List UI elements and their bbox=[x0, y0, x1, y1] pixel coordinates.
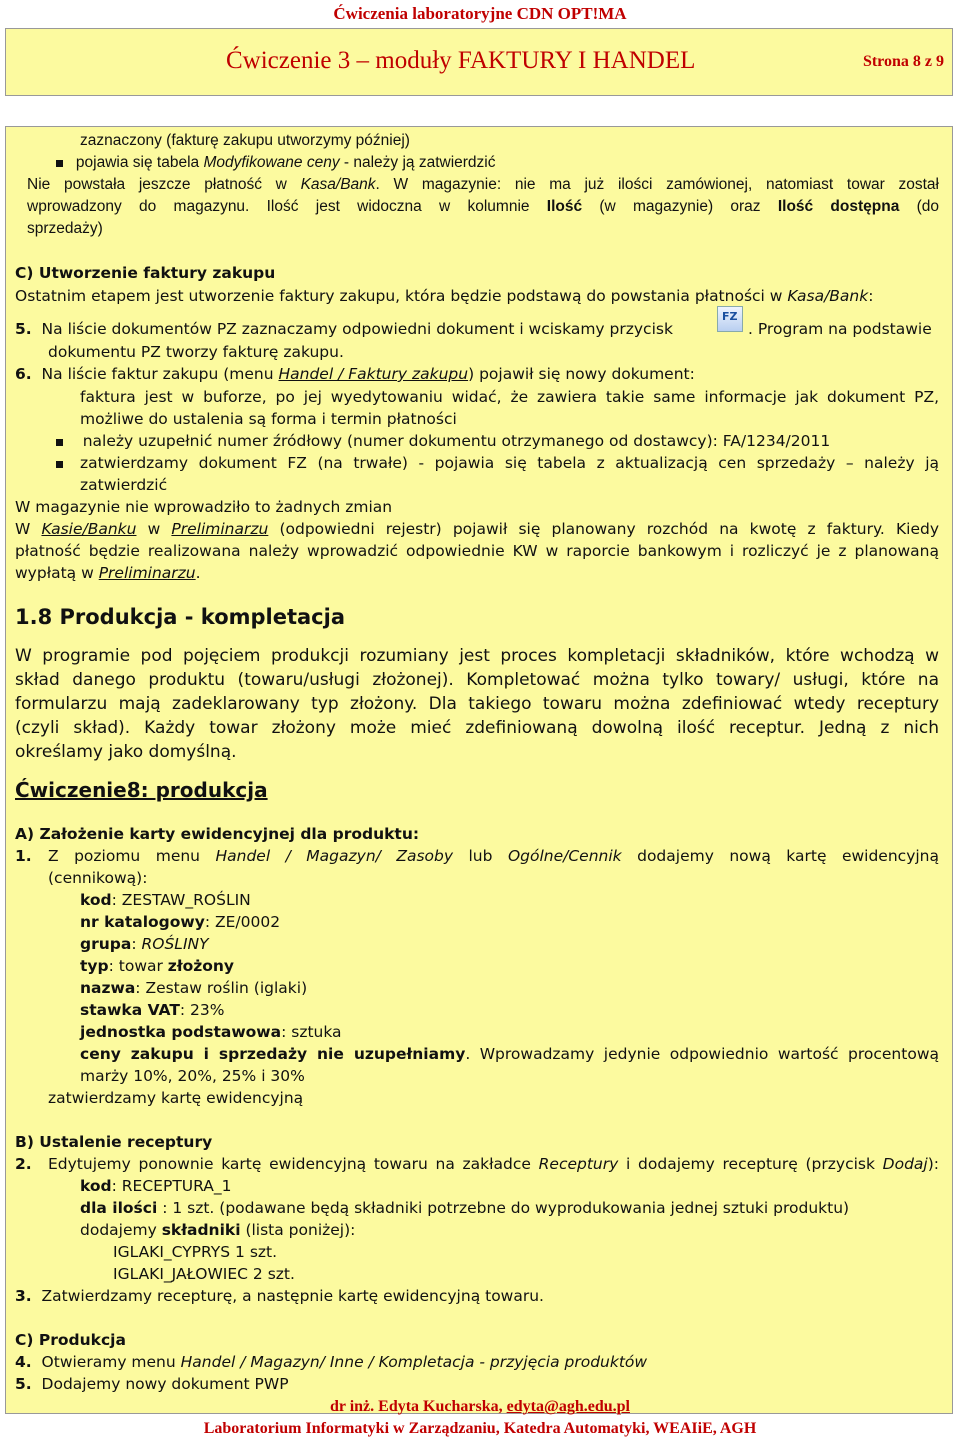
field: nr katalogowy: ZE/0002 bbox=[80, 913, 281, 931]
field: kod: ZESTAW_ROŚLIN bbox=[80, 891, 251, 909]
line: płatność będzie realizowana należy wprowadzić odpowiednie KW w raporcie bankowym i rozliczyć je z planowaną bbox=[15, 542, 939, 560]
list-item: 5. Dodajemy nowy dokument PWP bbox=[15, 1375, 289, 1393]
page-title: Ćwiczenie 3 – moduły FAKTURY I HANDEL bbox=[226, 47, 696, 74]
section-heading: C) Produkcja bbox=[15, 1331, 126, 1349]
list-item: 2. bbox=[15, 1155, 32, 1173]
line: zaznaczony (fakturę zakupu utworzymy później) bbox=[80, 132, 410, 149]
header-box bbox=[5, 28, 953, 96]
line: wypłatą w Preliminarzu. bbox=[15, 564, 201, 582]
line: skład danego produktu (towaru/usługi złożonej). Kompletować można tylko towary/ usługi, które na bbox=[15, 670, 939, 690]
bullet-icon bbox=[56, 160, 63, 167]
fz-button-icon[interactable]: FZ bbox=[717, 306, 743, 332]
field: dla ilości : 1 szt. (podawane będą składniki potrzebne do wyprodukowania jednej sztuki produktu) bbox=[80, 1199, 850, 1217]
page-number: Strona 8 z 9 bbox=[862, 53, 944, 70]
bullet-icon bbox=[56, 439, 63, 446]
list-item: należy uzupełnić numer źródłowy (numer dokumentu otrzymanego od dostawcy): FA/1234/2011 bbox=[56, 430, 830, 452]
section-heading: B) Ustalenie receptury bbox=[15, 1133, 213, 1151]
field: kod: RECEPTURA_1 bbox=[80, 1177, 232, 1195]
footer-author: dr inż. Edyta Kucharska, edyta@agh.edu.pl bbox=[330, 1398, 630, 1415]
list-item: 4. Otwieramy menu Handel / Magazyn/ Inne / Kompletacja - przyjęcia produktów bbox=[15, 1353, 648, 1371]
field: grupa: ROŚLINY bbox=[80, 935, 209, 953]
exercise-title: Ćwiczenie8: produkcja bbox=[15, 778, 268, 802]
line: W magazynie nie wprowadziło to żadnych zmian bbox=[15, 498, 393, 516]
line: zatwierdzamy dokument FZ (na trwałe) - pojawia się tabela z aktualizacją cen sprzedaży – należy ją bbox=[80, 454, 939, 472]
list-item: 3. Zatwierdzamy recepturę, a następnie kartę ewidencyjną towaru. bbox=[15, 1287, 544, 1305]
line: Z poziomu menu Handel / Magazyn/ Zasoby lub Ogólne/Cennik dodajemy nową kartę ewidencyjną bbox=[48, 847, 939, 865]
field: jednostka podstawowa: sztuka bbox=[80, 1023, 342, 1041]
header-top: Ćwiczenia laboratoryjne CDN OPT!MA bbox=[333, 4, 627, 23]
line: formularzu mają zadeklarowany typ złożony. Dla takiego towaru można zdefiniować wtedy receptury bbox=[15, 694, 939, 714]
section-title: 1.8 Produkcja - kompletacja bbox=[15, 605, 346, 629]
line: marży 10%, 20%, 25% i 30% bbox=[80, 1067, 305, 1085]
email-link[interactable]: edyta@agh.edu.pl bbox=[506, 1398, 630, 1415]
line: zatwierdzamy kartę ewidencyjną bbox=[48, 1089, 304, 1107]
field: dodajemy składniki (lista poniżej): bbox=[80, 1221, 356, 1239]
field: ceny zakupu i sprzedaży nie uzupełniamy. Wprowadzamy jedynie odpowiednio wartość procentową bbox=[80, 1045, 939, 1063]
field: stawka VAT: 23% bbox=[80, 1001, 225, 1019]
line: zatwierdzić bbox=[80, 476, 168, 494]
line: wprowadzony do magazynu. Ilość jest widoczna w kolumnie Ilość (w magazynie) oraz Ilość dostępna (do bbox=[27, 198, 939, 215]
bullet-icon bbox=[56, 452, 63, 474]
footer-lab: Laboratorium Informatyki w Zarządzaniu, Katedra Automatyki, WEAIiE, AGH bbox=[203, 1420, 757, 1437]
line: sprzedaży) bbox=[27, 220, 103, 237]
line: (cennikową): bbox=[48, 869, 148, 887]
list-item: IGLAKI_JAŁOWIEC 2 szt. bbox=[113, 1265, 295, 1283]
line: W Kasie/Banku w Preliminarzu (odpowiedni rejestr) pojawił się planowany rozchód na kwotę z faktury. Kiedy bbox=[15, 520, 939, 538]
line: określamy jako domyślną. bbox=[15, 742, 237, 762]
list-item: 1. bbox=[15, 847, 32, 865]
section-heading: C) Utworzenie faktury zakupu bbox=[15, 264, 276, 282]
line: Edytujemy ponownie kartę ewidencyjną towaru na zakładce Receptury i dodajemy recepturę (przycisk Dodaj): bbox=[48, 1155, 939, 1173]
list-item: IGLAKI_CYPRYS 1 szt. bbox=[113, 1243, 278, 1261]
line: dokumentu PZ tworzy fakturę zakupu. bbox=[48, 343, 344, 361]
section-heading: A) Założenie karty ewidencyjnej dla produktu: bbox=[15, 825, 420, 843]
field: nazwa: Zestaw roślin (iglaki) bbox=[80, 979, 308, 997]
field: typ: towar złożony bbox=[80, 957, 235, 975]
list-item: 5. Na liście dokumentów PZ zaznaczamy odpowiedni dokument i wciskamy przycisk bbox=[15, 320, 673, 338]
line: pojawia się tabela Modyfikowane ceny - należy ją zatwierdzić bbox=[56, 152, 496, 174]
line: Ostatnim etapem jest utworzenie faktury zakupu, która będzie podstawą do powstania płatności w Kasa/Bank: bbox=[15, 287, 874, 305]
line: Nie powstała jeszcze płatność w Kasa/Bank. W magazynie: nie ma już ilości zamówionej, natomiast towar został bbox=[27, 176, 939, 193]
line: (czyli skład). Każdy towar złożony może mieć zdefiniowaną dowolną ilość receptur. Jedną z nich bbox=[15, 718, 939, 738]
line: . Program na podstawie bbox=[748, 320, 932, 338]
list-item: 6. Na liście faktur zakupu (menu Handel / Faktury zakupu) pojawił się nowy dokument: bbox=[15, 365, 695, 383]
line: możliwe do ustalenia są forma i termin płatności bbox=[80, 410, 457, 428]
line: W programie pod pojęciem produkcji rozumiany jest proces kompletacji składników, które wchodzą w bbox=[15, 646, 939, 666]
line: faktura jest w buforze, po jej wyedytowaniu widać, że zawiera takie same informacje jak dokument PZ, bbox=[80, 388, 939, 406]
